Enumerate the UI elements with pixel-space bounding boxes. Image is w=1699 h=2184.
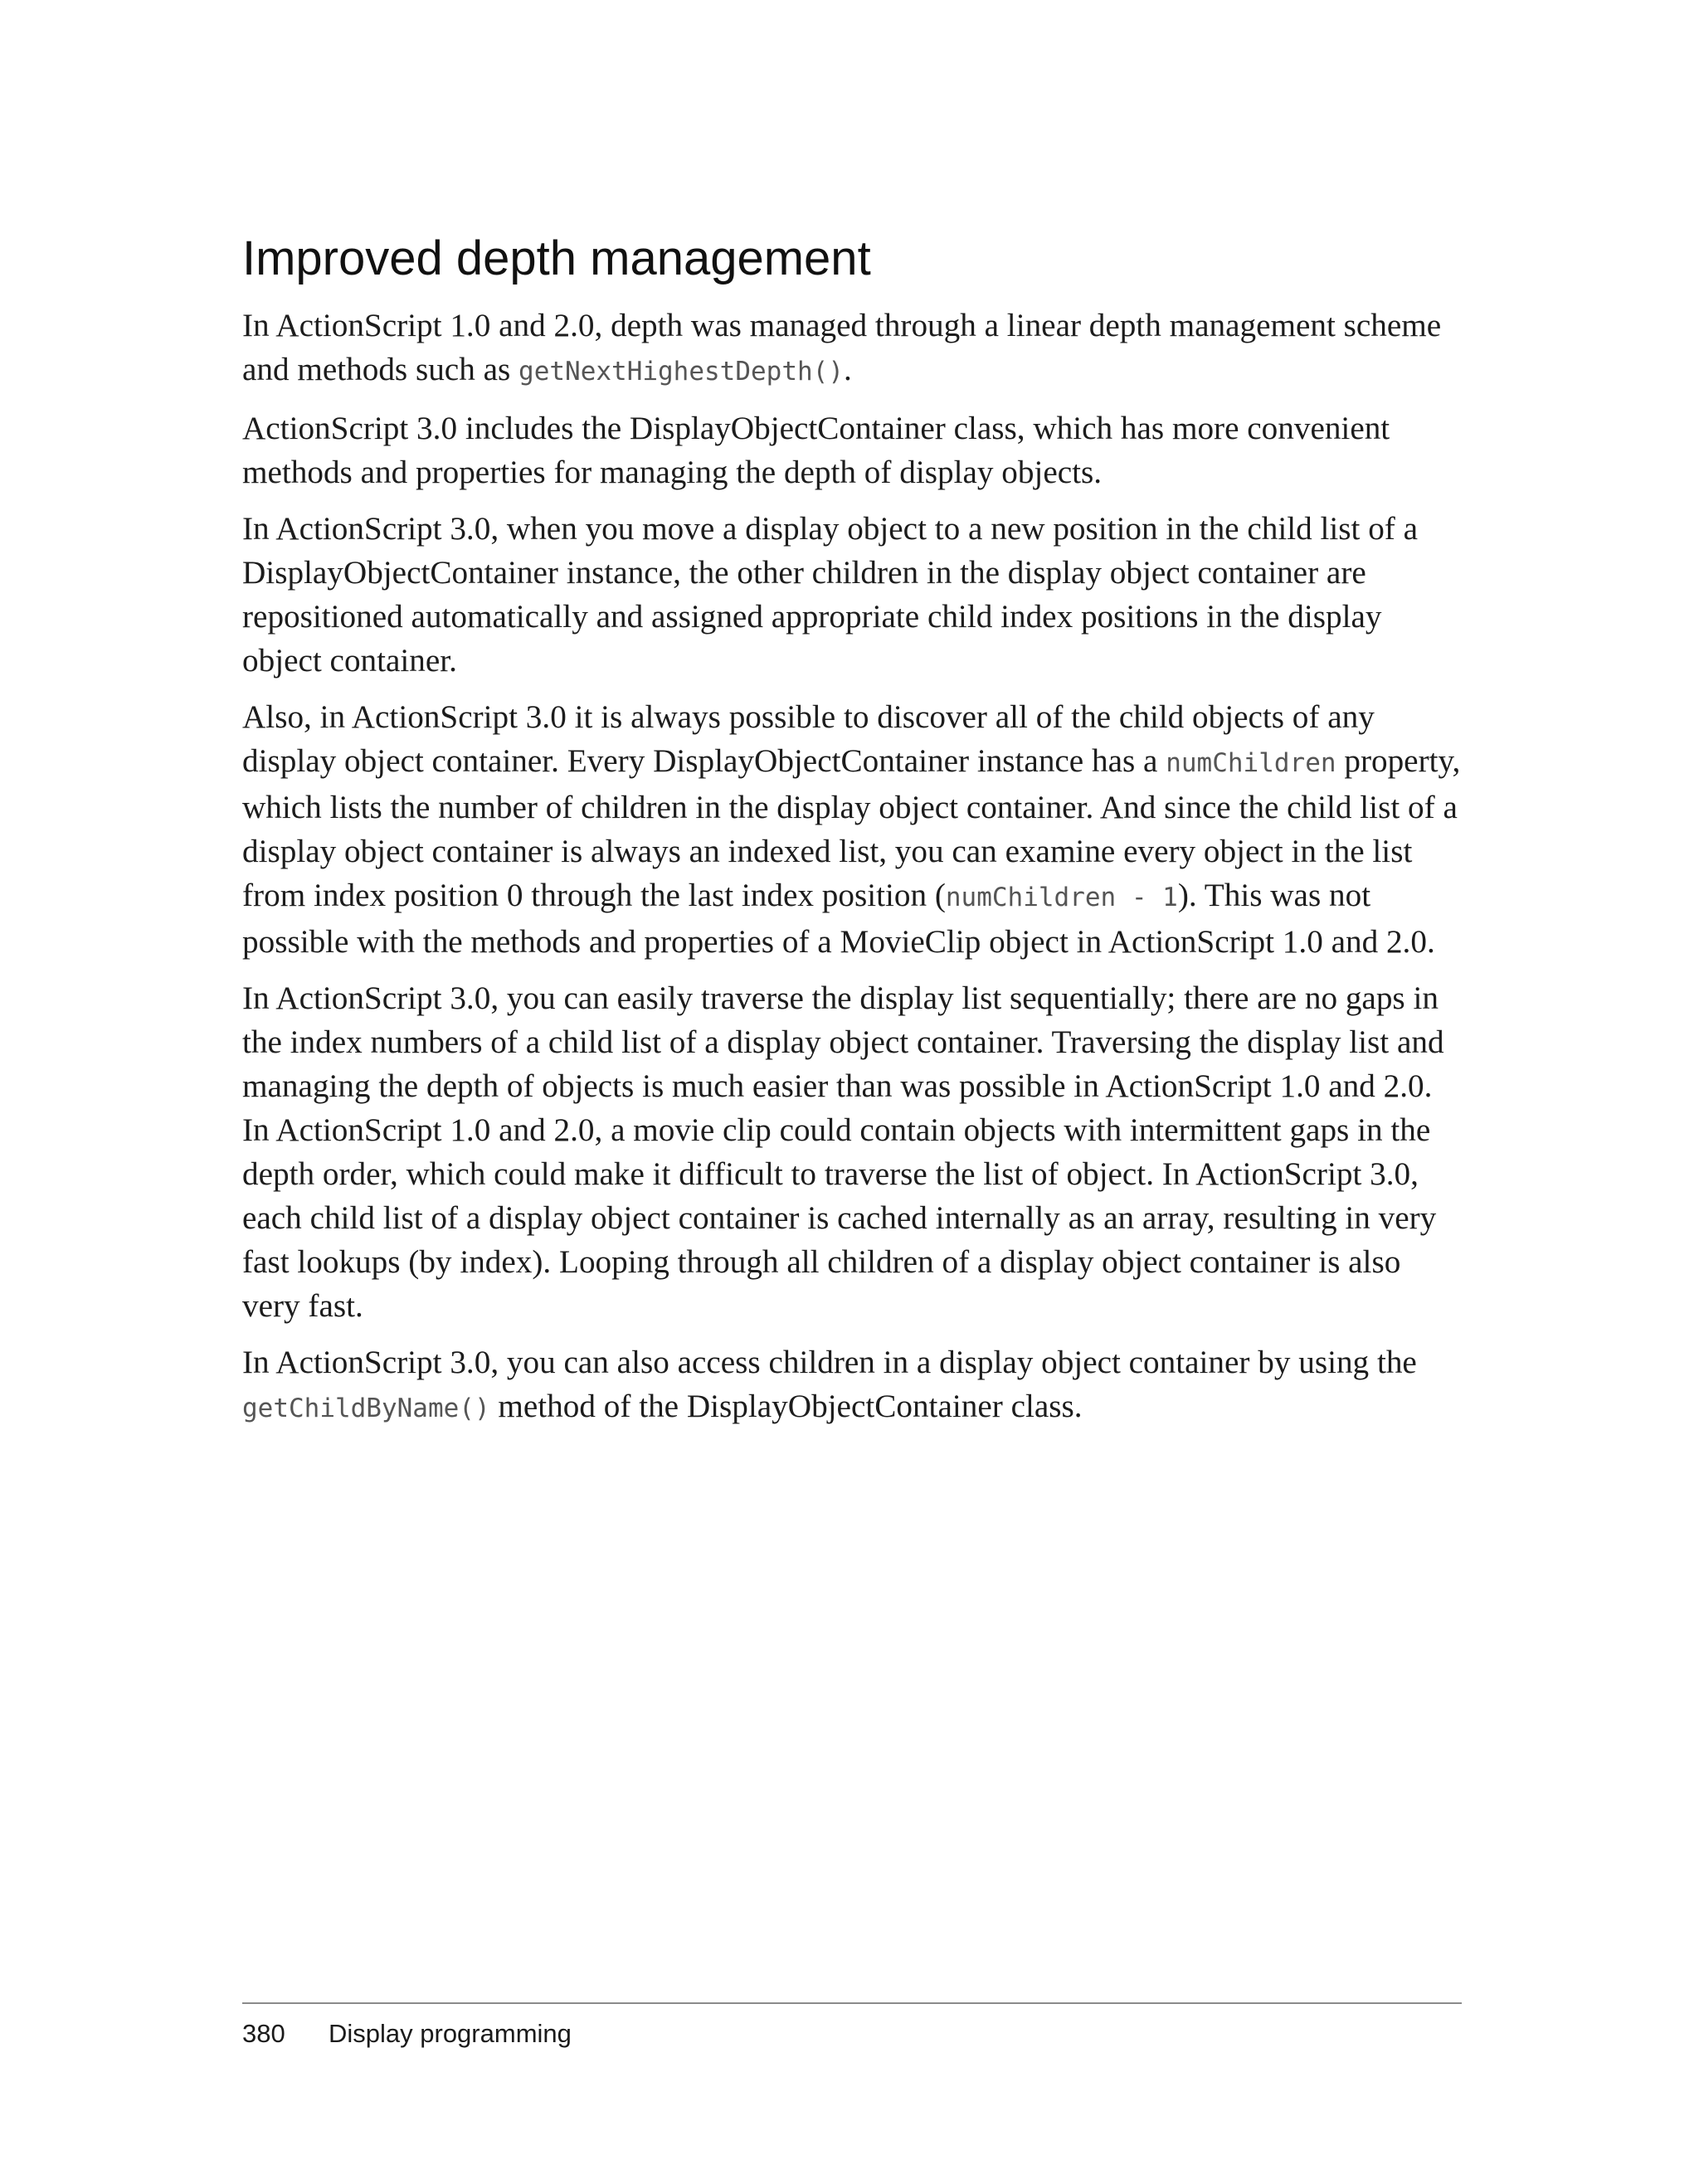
paragraph bbox=[242, 406, 1462, 494]
text-run: property, which lists the number of children in the display object container. And since the child list of a display object container is always an indexed list, you can examine every object in the list from index position 0 through the last index position ( bbox=[242, 743, 1461, 913]
paragraph bbox=[242, 976, 1462, 1328]
text-run: ). This was not possible with the methods and properties of a MovieClip object in ActionScript 1.0 and 2.0. bbox=[242, 878, 1435, 960]
page-number: 380 bbox=[242, 2019, 285, 2048]
text-run: . bbox=[843, 352, 852, 387]
text-run: ActionScript 3.0 includes the DisplayObjectContainer class, which has more convenient methods and properties for managing the depth of display objects. bbox=[242, 411, 1390, 490]
paragraph bbox=[242, 1340, 1462, 1431]
inline-code: numChildren - 1 bbox=[945, 883, 1178, 912]
paragraph bbox=[242, 304, 1462, 394]
inline-code: getChildByName() bbox=[242, 1394, 490, 1423]
text-run: In ActionScript 3.0, you can easily traverse the display list sequentially; there are no gaps in the index numbers of a child list of a display object container. Traversing the display list and managing the depth of objects is much easier than was possible in ActionScript 1.0 and 2.0. In ActionScript 1.0 and 2.0, a movie clip could contain objects with intermittent gaps in the depth order, which could make it difficult to traverse the list of object. In ActionScript 3.0, each child list of a display object container is cached internally as an array, resulting in very fast lookups (by index). Looping through all children of a display object container is also very fast. bbox=[242, 980, 1444, 1324]
paragraph bbox=[242, 507, 1462, 683]
footer-section-title: Display programming bbox=[329, 2019, 572, 2048]
inline-code: numChildren bbox=[1166, 748, 1336, 778]
paragraph bbox=[242, 695, 1462, 964]
text-run: In ActionScript 3.0, you can also access children in a display object container by using the bbox=[242, 1345, 1417, 1380]
footer-divider bbox=[242, 2002, 1462, 2004]
page-title: Improved depth management bbox=[242, 231, 871, 285]
inline-code: getNextHighestDepth() bbox=[518, 357, 844, 387]
text-run: In ActionScript 3.0, when you move a display object to a new position in the child list of a DisplayObjectContainer instance, the other children in the display object container are repositioned automatically and assigned appropriate child index positions in the display object container. bbox=[242, 511, 1419, 679]
page-footer bbox=[242, 2017, 572, 2050]
body-text bbox=[242, 304, 1462, 1443]
text-run: In ActionScript 1.0 and 2.0, depth was managed through a linear depth management scheme and methods such as bbox=[242, 308, 1442, 387]
text-run: method of the DisplayObjectContainer class. bbox=[489, 1389, 1083, 1424]
text-run: Also, in ActionScript 3.0 it is always possible to discover all of the child objects of any display object container. Every DisplayObjectContainer instance has a bbox=[242, 699, 1375, 779]
